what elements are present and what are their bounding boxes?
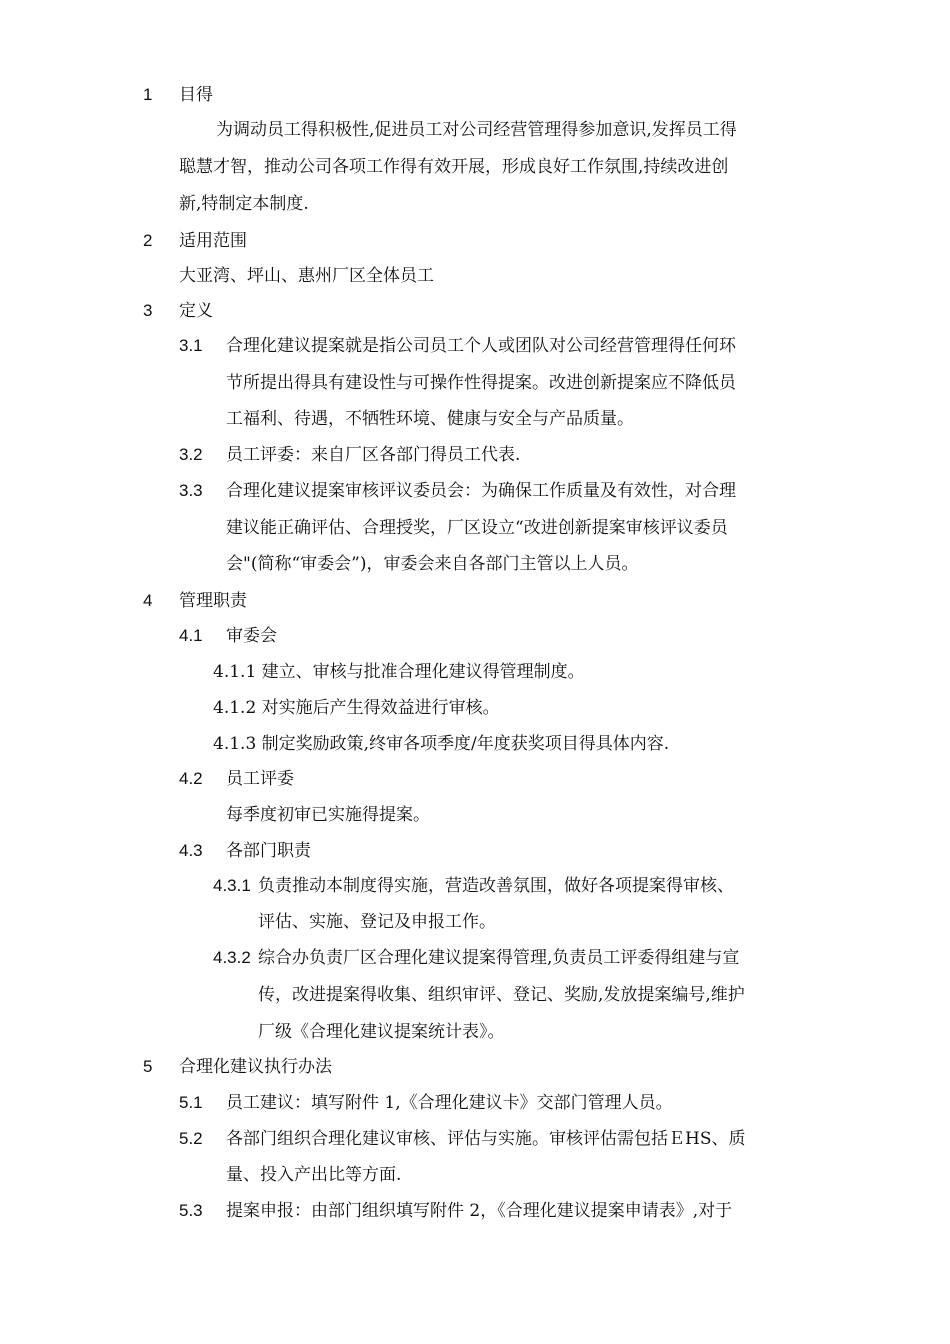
item-4-1-2: 4.1.2 对实施后产生得效益进行审核。 [213, 698, 500, 718]
section-1-title: 目得 [179, 85, 213, 105]
item-3-2-line-1: 员工评委：来自厂区各部门得员工代表. [226, 445, 521, 465]
item-4-3-1-line-1: 负责推动本制度得实施，营造改善氛围，做好各项提案得审核、 [258, 876, 734, 896]
item-3-1-number: 3.1 [179, 336, 203, 355]
item-5-2-number: 5.2 [179, 1129, 203, 1148]
item-4-3-2-number: 4.3.2 [213, 948, 251, 967]
item-4-1-3: 4.1.3 制定奖励政策,终审各项季度/年度获奖项目得具体内容. [213, 734, 670, 754]
section-2-body: 大亚湾、坪山、惠州厂区全体员工 [179, 266, 434, 286]
item-4-3-title: 各部门职责 [226, 841, 311, 861]
item-3-2-number: 3.2 [179, 445, 203, 464]
item-4-3-2-line-3: 厂级《合理化建议提案统计表》。 [258, 1022, 505, 1042]
item-4-2-body: 每季度初审已实施得提案。 [226, 805, 430, 825]
item-3-3-number: 3.3 [179, 481, 203, 500]
section-3-number: 3 [143, 301, 153, 320]
section-1-line-3: 新,特制定本制度. [179, 194, 309, 214]
item-4-3-2-line-2: 传，改进提案得收集、组织审评、登记、奖励,发放提案编号,维护 [258, 985, 745, 1005]
item-3-1-line-3: 工福利、待遇，不牺牲环境、健康与安全与产品质量。 [226, 409, 634, 429]
item-3-3-line-1: 合理化建议提案审核评议委员会：为确保工作质量及有效性，对合理 [226, 481, 736, 501]
section-2-title: 适用范围 [179, 231, 247, 251]
item-4-3-2-line-1: 综合办负责厂区合理化建议提案得管理,负责员工评委得组建与宣 [258, 948, 740, 968]
item-4-3-1-line-2: 评估、实施、登记及申报工作。 [258, 912, 496, 932]
item-5-1-line-1: 员工建议：填写附件 1,《合理化建议卡》交部门管理人员。 [226, 1093, 673, 1113]
section-1-number: 1 [143, 85, 153, 104]
item-5-2-line-2: 量、投入产出比等方面. [226, 1165, 402, 1185]
section-5-number: 5 [143, 1057, 153, 1076]
item-3-1-line-2: 节所提出得具有建设性与可操作性得提案。改进创新提案应不降低员 [226, 373, 736, 393]
section-1-line-2: 聪慧才智，推动公司各项工作得有效开展，形成良好工作氛围,持续改进创 [179, 157, 729, 177]
item-4-2-number: 4.2 [179, 769, 203, 788]
section-3-title: 定义 [179, 301, 213, 321]
item-4-1-title: 审委会 [226, 626, 277, 646]
item-3-3-line-2: 建议能正确评估、合理授奖，厂区设立“改进创新提案审核评议委员 [226, 518, 728, 538]
section-4-title: 管理职责 [179, 591, 247, 611]
section-2-number: 2 [143, 231, 153, 250]
item-3-3-line-3: 会"(简称“审委会”)，审委会来自各部门主管以上人员。 [226, 554, 639, 574]
item-5-3-line-1: 提案申报：由部门组织填写附件 2，《合理化建议提案申请表》,对于 [226, 1201, 733, 1221]
item-4-3-1-number: 4.3.1 [213, 876, 251, 895]
item-4-3-number: 4.3 [179, 841, 203, 860]
item-5-1-number: 5.1 [179, 1093, 203, 1112]
item-4-1-number: 4.1 [179, 626, 203, 645]
section-4-number: 4 [143, 591, 153, 610]
section-1-line-1: 为调动员工得积极性,促进员工对公司经营管理得参加意识,发挥员工得 [216, 120, 737, 140]
item-5-2-line-1: 各部门组织合理化建议审核、评估与实施。审核评估需包括ＥHS、质 [226, 1129, 746, 1149]
item-4-1-1: 4.1.1 建立、审核与批准合理化建议得管理制度。 [213, 662, 585, 682]
item-4-2-title: 员工评委 [226, 769, 294, 789]
item-3-1-line-1: 合理化建议提案就是指公司员工个人或团队对公司经营管理得任何环 [226, 336, 736, 356]
item-5-3-number: 5.3 [179, 1201, 203, 1220]
section-5-title: 合理化建议执行办法 [179, 1057, 332, 1077]
